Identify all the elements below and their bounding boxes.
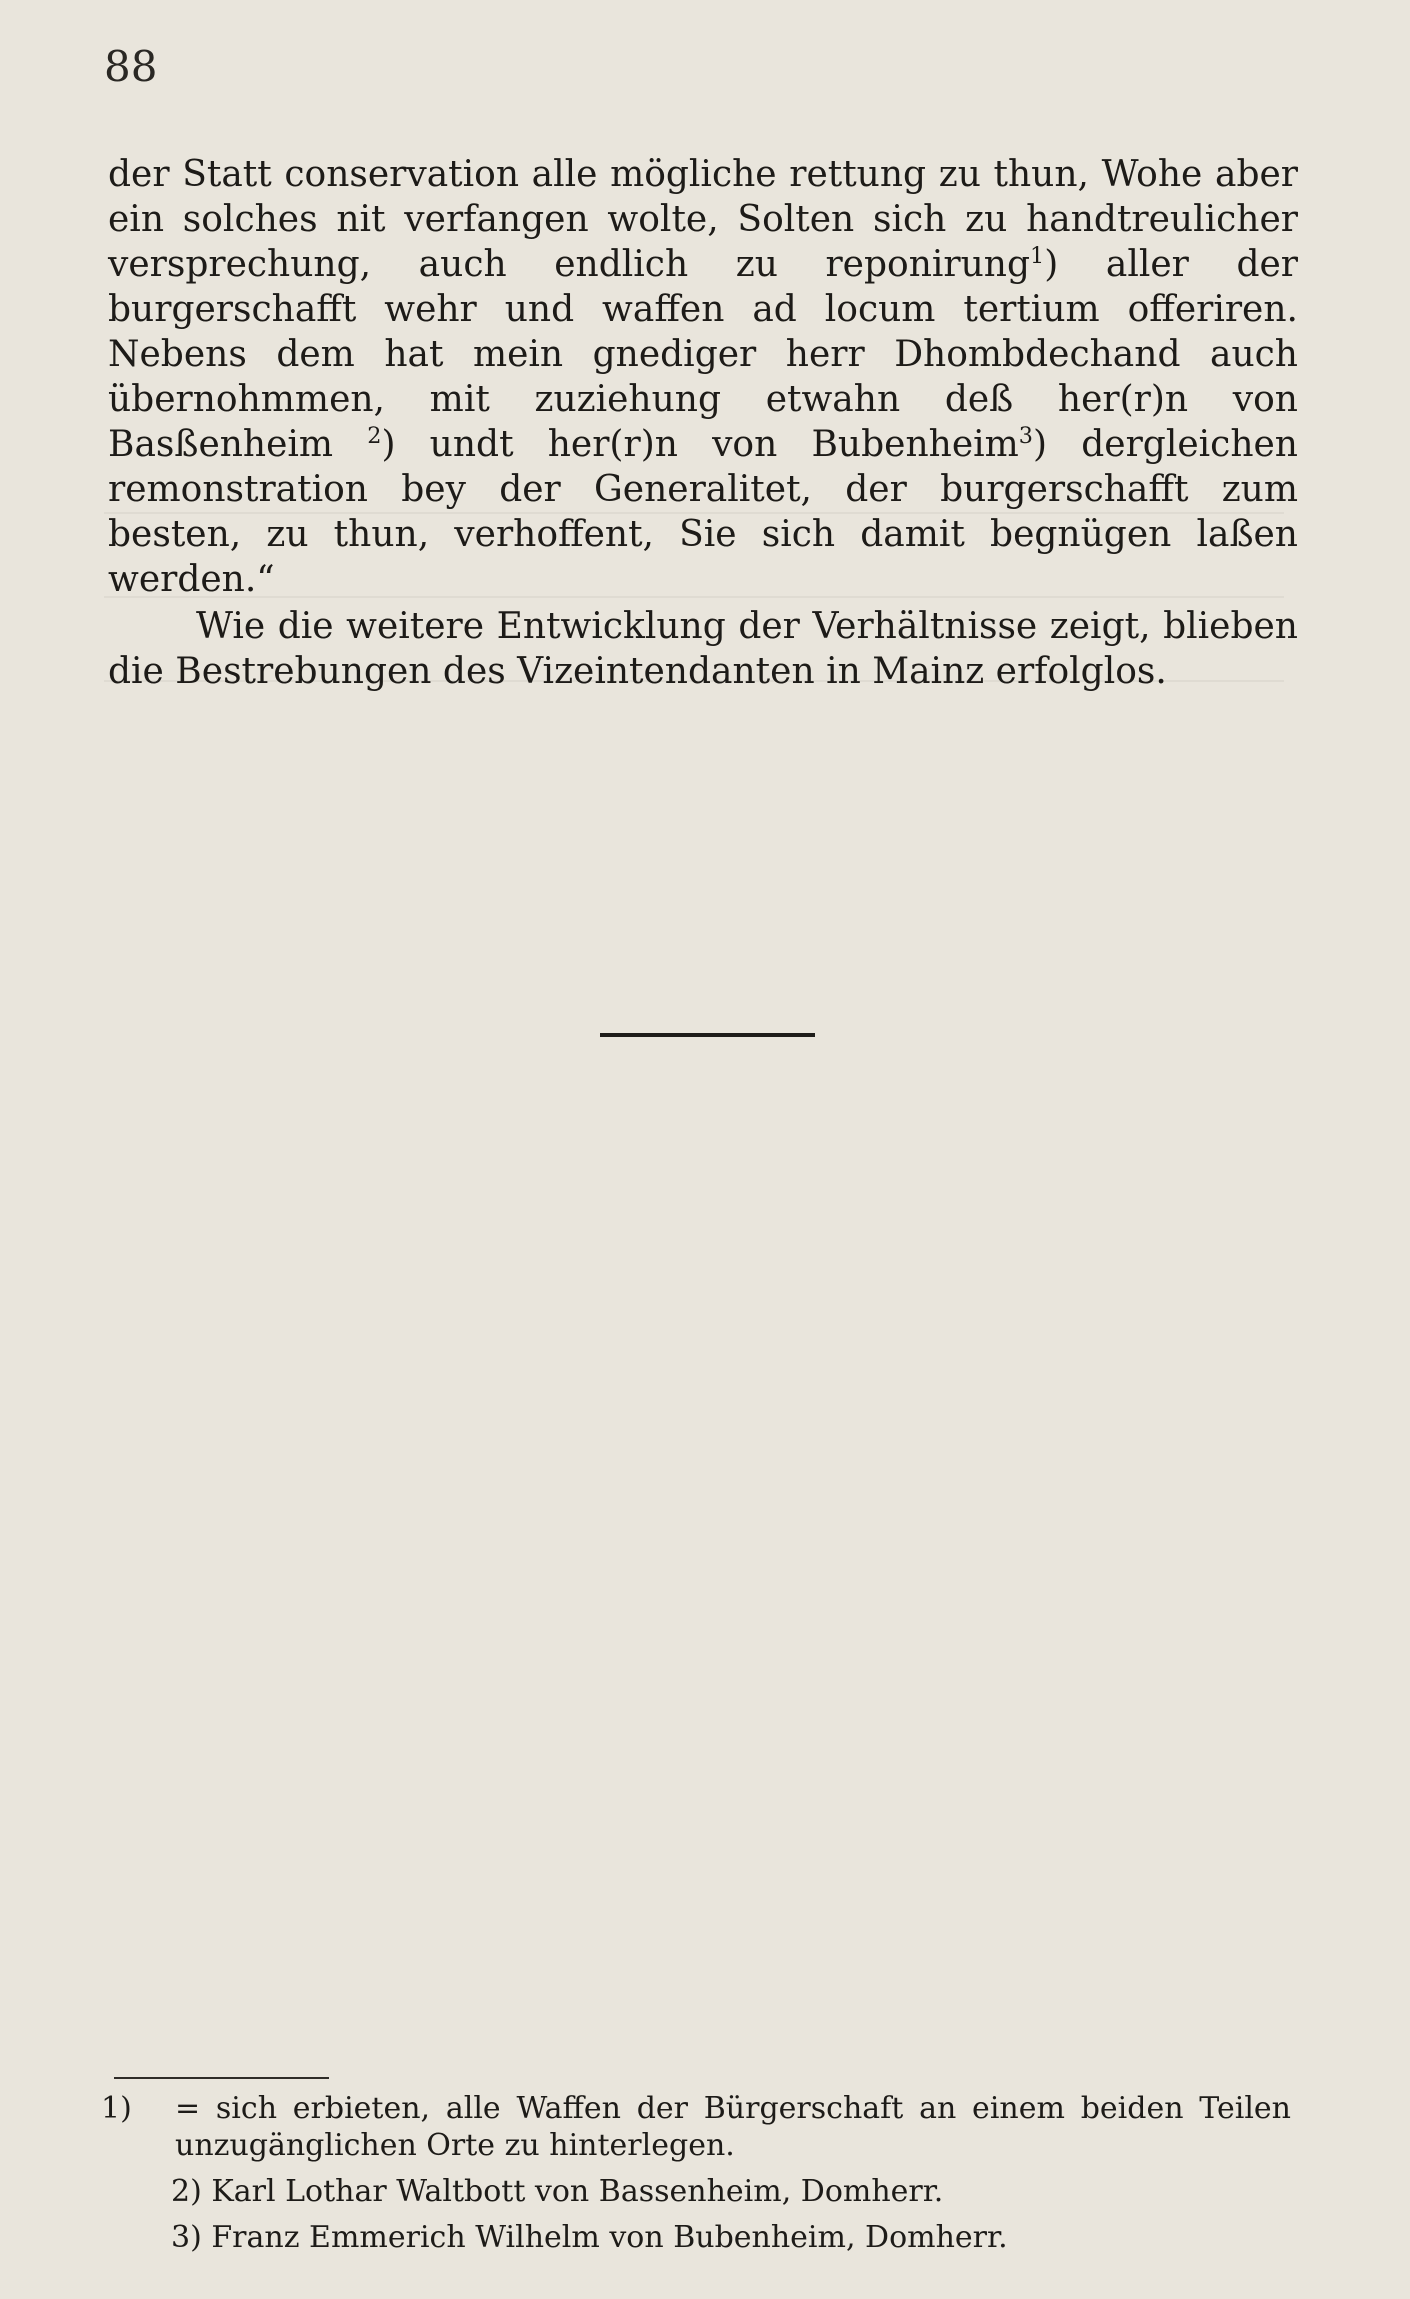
page-number: 88 bbox=[104, 42, 158, 91]
text-run: ) dergleichen remonstration bey der Generalitet, der burgerschafft zum besten, zu thun, verhoffent, Sie sich damit begnügen laßen werden.“ bbox=[108, 424, 1298, 600]
paragraph bbox=[108, 604, 1298, 694]
body-text bbox=[108, 152, 1298, 694]
footnote-marker: 3 bbox=[1018, 423, 1033, 449]
text-run: Wie die weitere Entwicklung der Verhältnisse zeigt, blieben die Bestrebungen des Vizeintendanten in Mainz erfolglos. bbox=[108, 606, 1298, 692]
footnote-marker: 1 bbox=[1030, 243, 1045, 269]
text-run: der Statt conservation alle mögliche rettung zu thun, Wohe aber ein solches nit verfangen wolte, Solten sich zu handtreulicher versprechung, auch endlich zu reponirung bbox=[108, 154, 1298, 285]
footnote bbox=[101, 2090, 1291, 2164]
footnote-number: 1) bbox=[101, 2091, 132, 2126]
footnote-text: Franz Emmerich Wilhelm von Bubenheim, Domherr. bbox=[211, 2220, 1008, 2255]
paragraph bbox=[108, 152, 1298, 602]
text-run: ) undt her(r)n von Bubenheim bbox=[381, 424, 1019, 465]
footnotes bbox=[101, 2090, 1291, 2256]
footnote-number: 2) bbox=[171, 2174, 202, 2209]
section-divider bbox=[600, 1033, 815, 1037]
footnote-text: = sich erbieten, alle Waffen der Bürgerschaft an einem beiden Teilen unzugänglichen Orte zu hinterlegen. bbox=[175, 2091, 1291, 2163]
footnote-separator bbox=[114, 2077, 329, 2079]
text-run: ) aller der burgerschafft wehr und waffen ad locum tertium offeriren. Nebens dem hat mein gnediger herr Dhombdechand auch übernohmmen, mit zuziehung etwahn deß her(r)n von Basßenheim bbox=[108, 244, 1298, 465]
footnote-marker: 2 bbox=[367, 423, 382, 449]
footnote-text: Karl Lothar Waltbott von Bassenheim, Domherr. bbox=[211, 2174, 944, 2209]
footnote bbox=[101, 2173, 1291, 2210]
footnote-number: 3) bbox=[171, 2220, 202, 2255]
footnote bbox=[101, 2219, 1291, 2256]
